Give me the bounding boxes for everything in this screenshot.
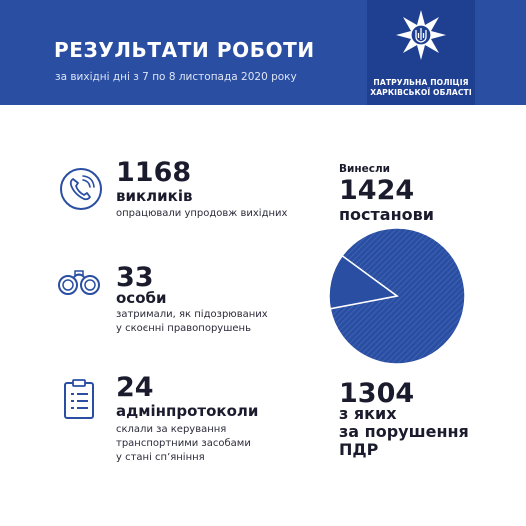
handcuffs-icon bbox=[54, 264, 104, 304]
pdr-line-3: ПДР bbox=[339, 440, 379, 459]
protocols-unit: адмінпротоколи bbox=[116, 402, 259, 420]
header-banner bbox=[0, 0, 526, 105]
protocols-desc-line-1: склали за керування bbox=[116, 424, 227, 435]
protocols-number: 24 bbox=[116, 372, 154, 403]
detained-number: 33 bbox=[116, 262, 154, 293]
pdr-line-1: з яких bbox=[339, 404, 397, 423]
pdr-line-2: за порушення bbox=[339, 422, 469, 441]
calls-number: 1168 bbox=[116, 157, 192, 188]
resolutions-unit: постанови bbox=[339, 205, 434, 224]
clipboard-icon bbox=[62, 378, 96, 420]
detained-unit: особи bbox=[116, 289, 167, 307]
detained-desc-line-2: у скоєнні правопорушень bbox=[116, 323, 251, 334]
detained-desc-line-1: затримали, як підозрюваних bbox=[116, 309, 268, 320]
police-star-emblem-icon bbox=[394, 8, 448, 62]
resolutions-number: 1424 bbox=[339, 175, 415, 206]
page-subtitle: за вихідні дні з 7 по 8 листопада 2020 року bbox=[55, 71, 297, 83]
badge-line-2: ХАРКІВСЬКОЇ ОБЛАСТІ bbox=[370, 88, 472, 97]
resolutions-pie-chart bbox=[326, 225, 468, 367]
resolutions-label: Винесли bbox=[339, 163, 391, 175]
calls-desc: опрацювали упродовж вихідних bbox=[116, 208, 288, 219]
protocols-desc-line-3: у стані сп’яніння bbox=[116, 452, 205, 463]
protocols-desc-line-2: транспортними засобами bbox=[116, 438, 251, 449]
page-title: РЕЗУЛЬТАТИ РОБОТИ bbox=[54, 38, 315, 62]
pdr-number: 1304 bbox=[339, 378, 415, 409]
police-badge bbox=[367, 0, 475, 105]
calls-unit: викликів bbox=[116, 187, 193, 205]
phone-icon bbox=[56, 164, 106, 214]
badge-line-1: ПАТРУЛЬНА ПОЛІЦІЯ bbox=[373, 78, 469, 87]
